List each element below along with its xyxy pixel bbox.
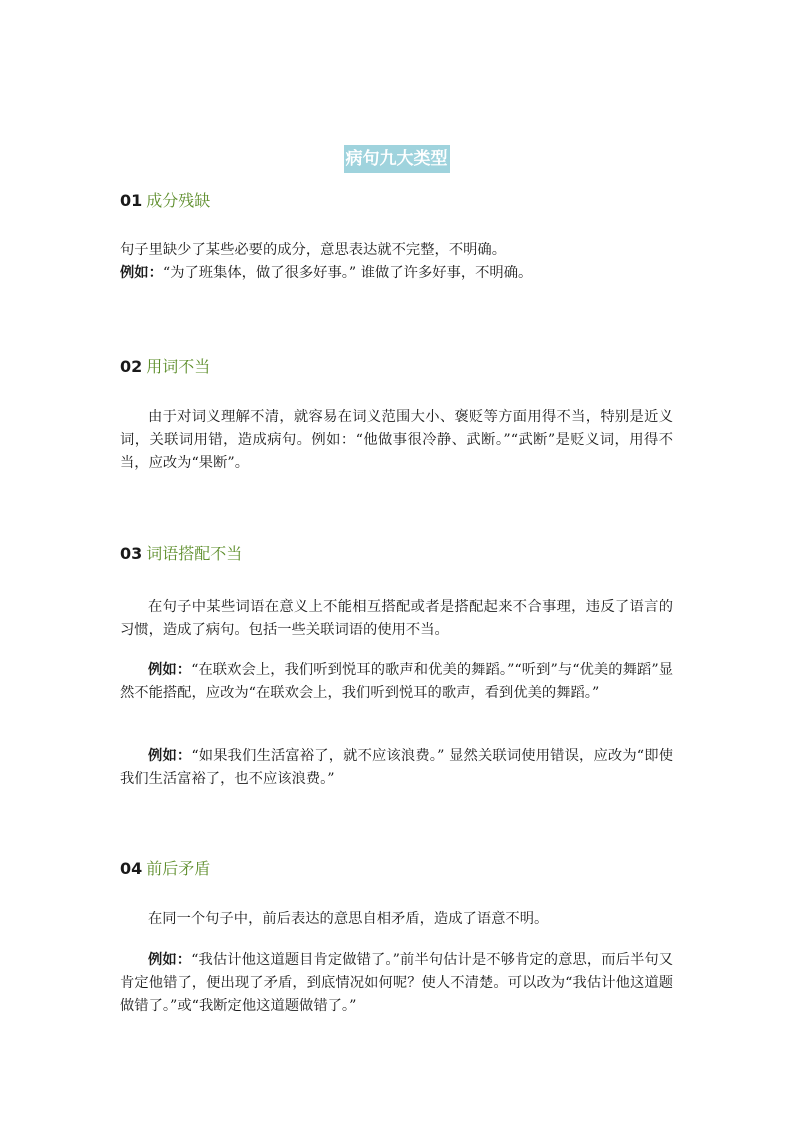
example-text: “如果我们生活富裕了，就不应该浪费。” 显然关联词使用错误，应改为“即使我们生活富裕了，也不应该浪费。” <box>120 748 673 787</box>
section-heading-04 <box>120 858 210 880</box>
section-03-paragraph: 在句子中某些词语在意义上不能相互搭配或者是搭配起来不合事理，违反了语言的习惯，造成了病句。包括一些关联词语的使用不当。 <box>120 599 673 638</box>
section-01-example <box>120 262 673 285</box>
example-text: “在联欢会上，我们听到悦耳的歌声和优美的舞蹈。”“听到”与“优美的舞蹈”显然不能搭配，应改为“在联欢会上，我们听到悦耳的歌声，看到优美的舞蹈。” <box>120 662 674 701</box>
section-04-paragraph: 在同一个句子中，前后表达的意思自相矛盾，造成了语意不明。 <box>148 911 549 927</box>
section-number: 04 <box>120 859 143 878</box>
section-label: 前后矛盾 <box>146 859 211 878</box>
title-wrap <box>0 145 793 173</box>
section-label: 词语搭配不当 <box>146 544 243 563</box>
section-label: 成分残缺 <box>146 191 211 210</box>
example-label: 例如： <box>148 952 192 968</box>
section-01-body <box>120 239 673 285</box>
section-number: 01 <box>120 191 143 210</box>
section-number: 03 <box>120 544 143 563</box>
section-heading-03 <box>120 543 242 565</box>
example-label: 例如： <box>120 265 163 281</box>
example-text: “为了班集体，做了很多好事。” 谁做了许多好事，不明确。 <box>162 265 533 281</box>
section-number: 02 <box>120 357 143 376</box>
section-03-example-2 <box>120 745 673 791</box>
section-heading-02 <box>120 356 210 378</box>
example-text: “我估计他这道题目肯定做错了。”前半句估计是不够肯定的意思，而后半句又肯定他错了，便出现了矛盾，到底情况如何呢？使人不清楚。可以改为“我估计他这道题做错了。”或“我断定他这道题做错了。” <box>120 952 673 1014</box>
section-label: 用词不当 <box>146 357 211 376</box>
section-04-example-1 <box>120 949 673 1018</box>
section-heading-01 <box>120 190 210 212</box>
example-label: 例如： <box>148 662 192 678</box>
section-01-description: 句子里缺少了某些必要的成分，意思表达就不完整，不明确。 <box>120 242 507 258</box>
section-02-paragraph: 由于对词义理解不清，就容易在词义范围大小、褒贬等方面用得不当，特别是近义词，关联词用错，造成病句。例如：“他做事很冷静、武断。”“武断”是贬义词，用得不当，应改为“果断”。 <box>120 409 673 471</box>
page-title: 病句九大类型 <box>344 145 450 173</box>
example-label: 例如： <box>148 748 192 764</box>
section-03-example-1 <box>120 659 673 705</box>
